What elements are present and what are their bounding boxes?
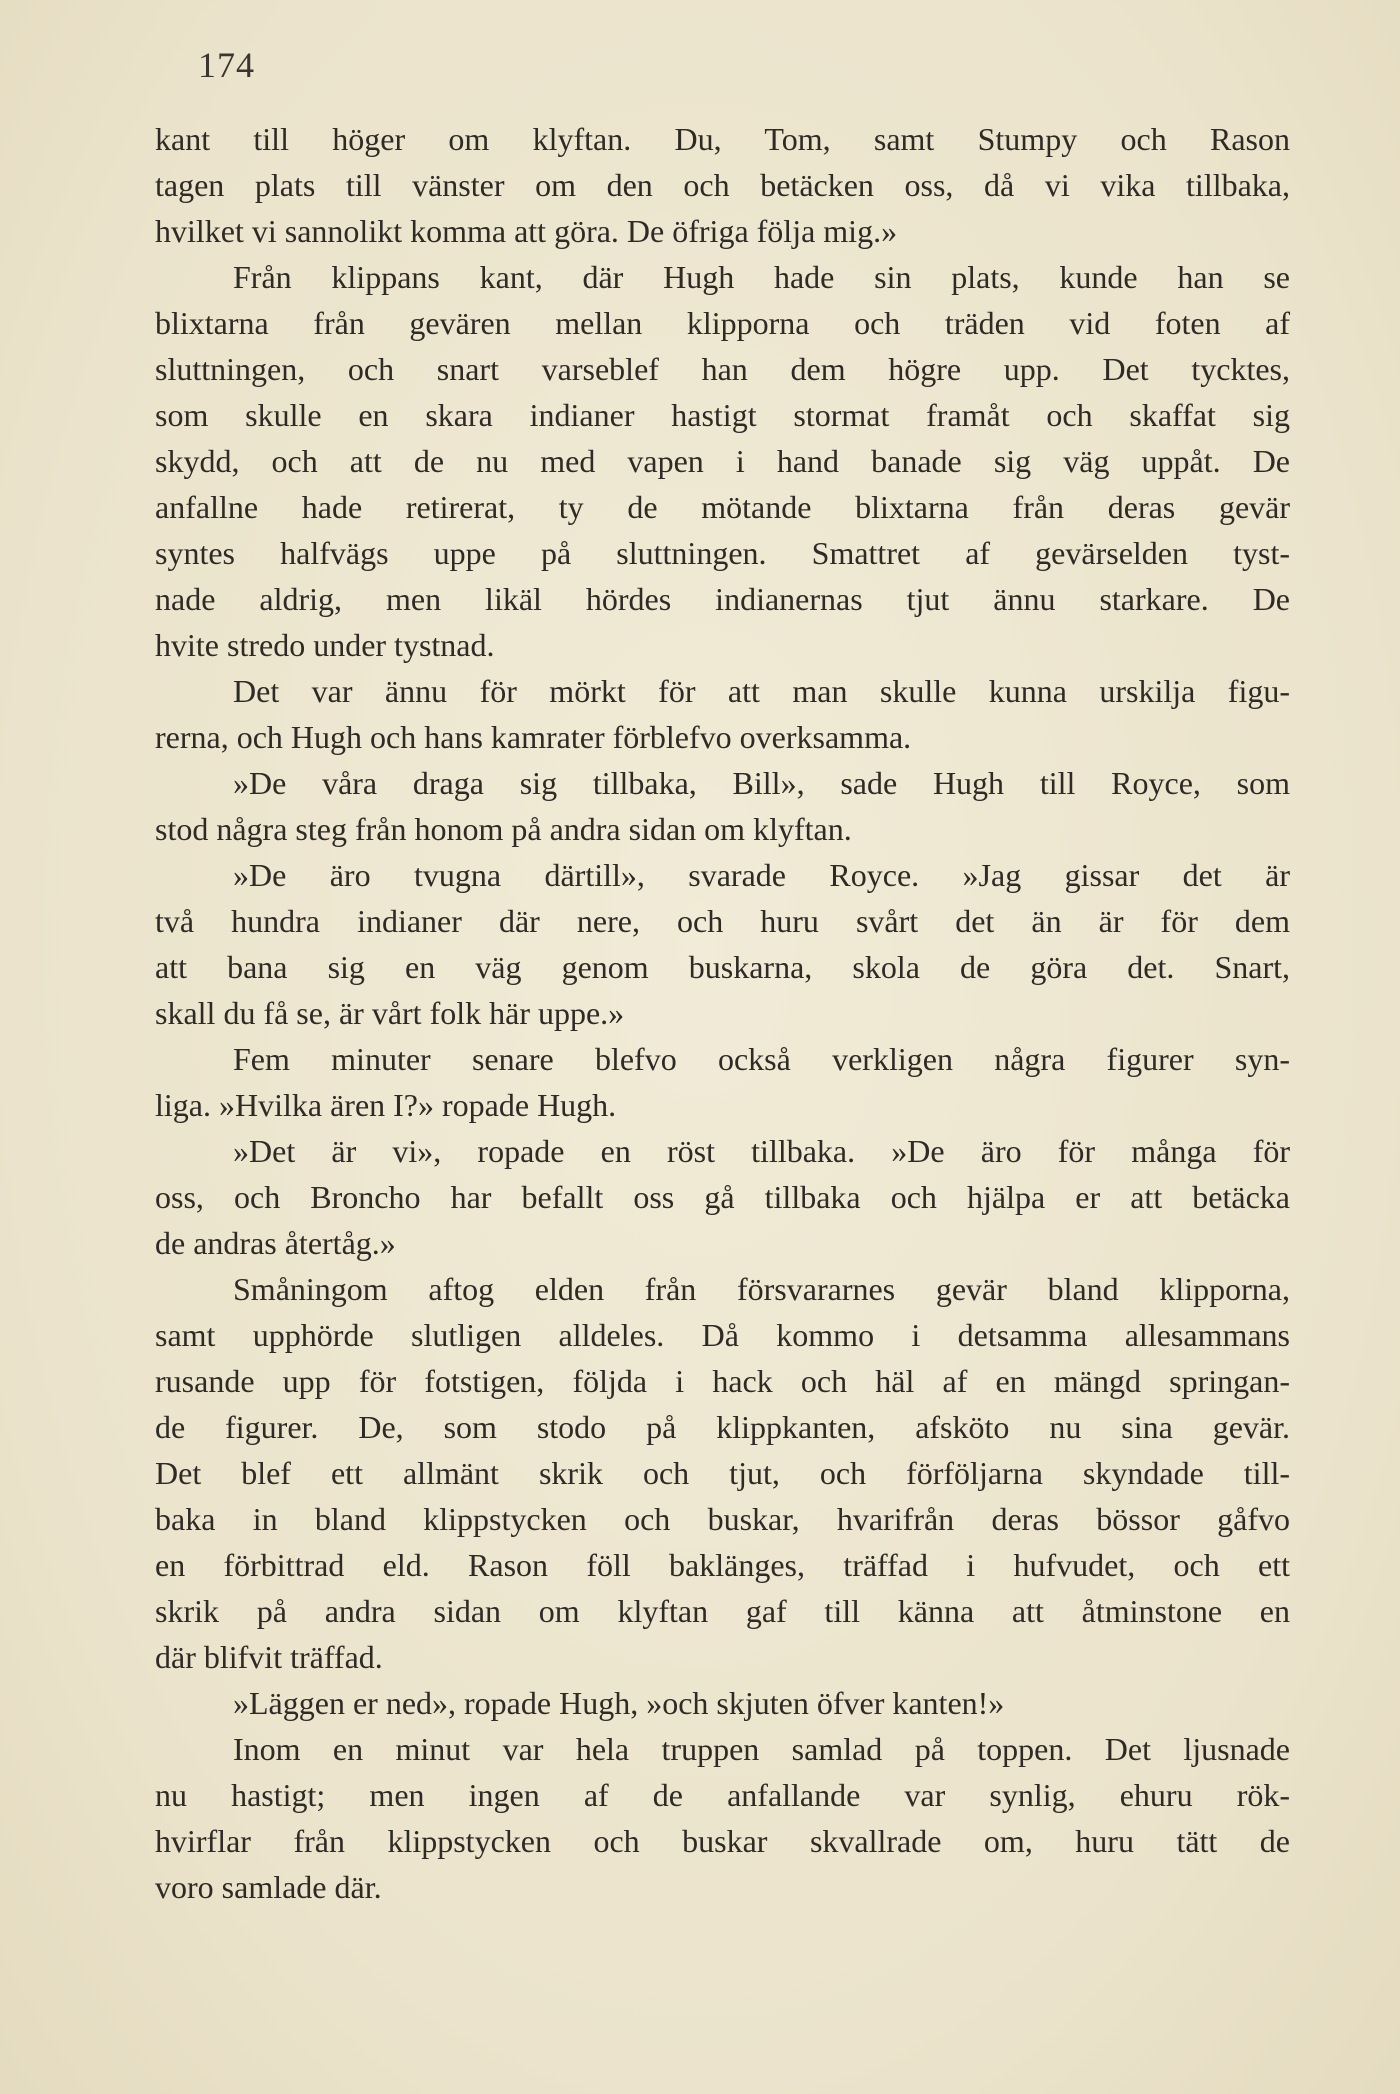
text-line: Fem minuter senare blefvo också verkligen några figurer syn- — [233, 1041, 1290, 1077]
paragraph — [155, 1726, 1290, 1910]
text-line: skydd, och att de nu med vapen i hand banade sig väg uppåt. De — [155, 443, 1290, 479]
text-line: Småningom aftog elden från försvararnes gevär bland klipporna, — [233, 1271, 1290, 1307]
text-line: rusande upp för fotstigen, följda i hack och häl af en mängd springan- — [155, 1363, 1290, 1399]
text-line: att bana sig en väg genom buskarna, skola de göra det. Snart, — [155, 949, 1290, 985]
page-number: 174 — [198, 45, 255, 85]
text-line: sluttningen, och snart varseblef han dem högre upp. Det tycktes, — [155, 351, 1290, 387]
text-line: Det blef ett allmänt skrik och tjut, och förföljarna skyndade till- — [155, 1455, 1290, 1491]
text-line: nade aldrig, men likäl hördes indianernas tjut ännu starkare. De — [155, 581, 1290, 617]
text-line: stod några steg från honom på andra sidan om klyftan. — [155, 811, 852, 847]
text-line: hvite stredo under tystnad. — [155, 627, 495, 663]
text-line: rerna, och Hugh och hans kamrater förblefvo overksamma. — [155, 719, 912, 755]
text-line: baka in bland klippstycken och buskar, hvarifrån deras bössor gåfvo — [155, 1501, 1290, 1537]
text-line: där blifvit träffad. — [155, 1639, 383, 1675]
text-line: blixtarna från gevären mellan klipporna och träden vid foten af — [155, 305, 1290, 341]
text-line: anfallne hade retirerat, ty de mötande blixtarna från deras gevär — [155, 489, 1290, 525]
body-text — [155, 116, 1290, 1910]
text-line: »De äro tvugna därtill», svarade Royce. »Jag gissar det är — [233, 857, 1290, 893]
text-line: voro samlade där. — [155, 1869, 382, 1905]
paragraph — [155, 116, 1290, 254]
paragraph — [155, 1680, 1290, 1726]
text-line: »De våra draga sig tillbaka, Bill», sade Hugh till Royce, som — [233, 765, 1290, 801]
text-line: »Läggen er ned», ropade Hugh, »och skjuten öfver kanten!» — [233, 1685, 1005, 1721]
text-line: Från klippans kant, där Hugh hade sin plats, kunde han se — [233, 259, 1290, 295]
text-line: de andras återtåg.» — [155, 1225, 396, 1261]
text-line: »Det är vi», ropade en röst tillbaka. »De äro för många för — [233, 1133, 1290, 1169]
text-line: de figurer. De, som stodo på klippkanten, afsköto nu sina gevär. — [155, 1409, 1290, 1445]
text-line: syntes halfvägs uppe på sluttningen. Smattret af gevärselden tyst- — [155, 535, 1290, 571]
text-line: skall du få se, är vårt folk här uppe.» — [155, 995, 625, 1031]
paragraph — [155, 852, 1290, 1036]
text-line: oss, och Broncho har befallt oss gå tillbaka och hjälpa er att betäcka — [155, 1179, 1290, 1215]
paragraph — [155, 668, 1290, 760]
text-line: kant till höger om klyftan. Du, Tom, samt Stumpy och Rason — [155, 121, 1290, 157]
text-line: hvirflar från klippstycken och buskar skvallrade om, huru tätt de — [155, 1823, 1290, 1859]
text-line: liga. »Hvilka ären I?» ropade Hugh. — [155, 1087, 617, 1123]
paragraph — [155, 1266, 1290, 1680]
paragraph — [155, 760, 1290, 852]
text-line: nu hastigt; men ingen af de anfallande var synlig, ehuru rök- — [155, 1777, 1290, 1813]
text-line: som skulle en skara indianer hastigt stormat framåt och skaffat sig — [155, 397, 1290, 433]
paragraph — [155, 1036, 1290, 1128]
text-line: samt upphörde slutligen alldeles. Då kommo i detsamma allesammans — [155, 1317, 1290, 1353]
text-line: tagen plats till vänster om den och betäcken oss, då vi vika tillbaka, — [155, 167, 1290, 203]
text-line: Det var ännu för mörkt för att man skulle kunna urskilja figu- — [233, 673, 1290, 709]
text-line: skrik på andra sidan om klyftan gaf till känna att åtminstone en — [155, 1593, 1290, 1629]
paragraph — [155, 254, 1290, 668]
text-line: Inom en minut var hela truppen samlad på toppen. Det ljusnade — [233, 1731, 1290, 1767]
paragraph — [155, 1128, 1290, 1266]
text-line: hvilket vi sannolikt komma att göra. De öfriga följa mig.» — [155, 213, 898, 249]
text-line: en förbittrad eld. Rason föll baklänges, träffad i hufvudet, och ett — [155, 1547, 1290, 1583]
text-line: två hundra indianer där nere, och huru svårt det än är för dem — [155, 903, 1290, 939]
